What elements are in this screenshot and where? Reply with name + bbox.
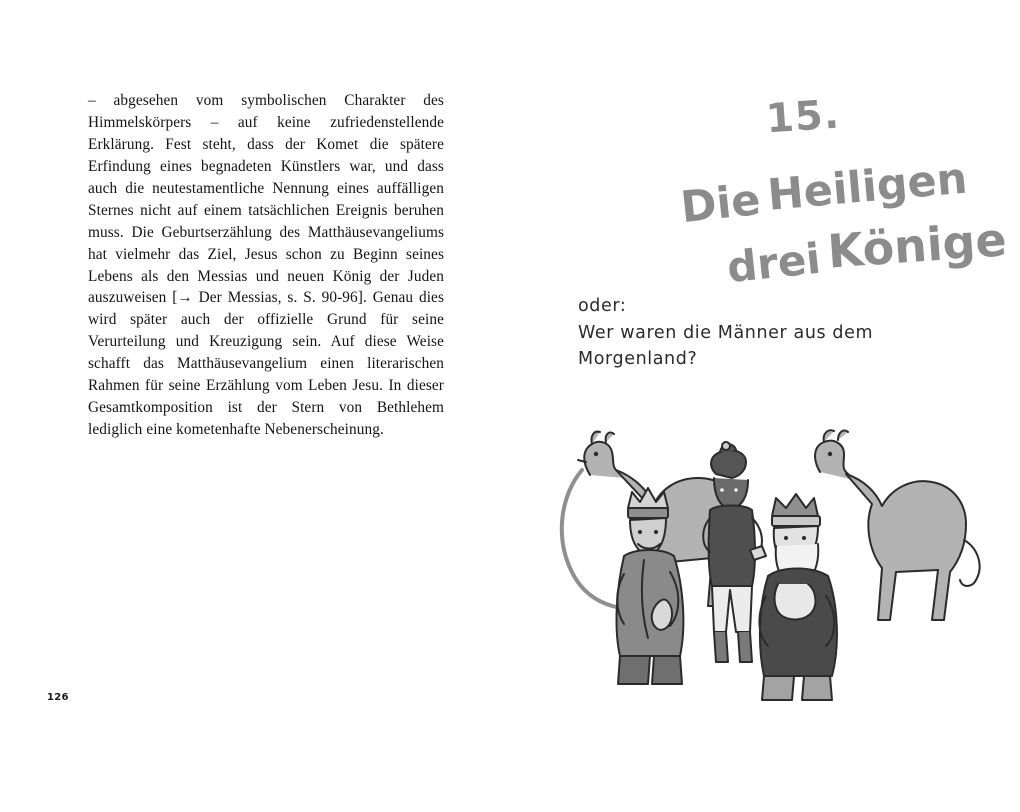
chapter-heading — [570, 88, 1009, 293]
chapter-title-word-heiligen: Heiligen — [765, 153, 970, 221]
chapter-number: 15. — [764, 91, 842, 143]
chapter-title-line-2 — [724, 212, 1009, 293]
page-number: 126 — [47, 692, 69, 703]
figure-servant — [703, 442, 766, 662]
chapter-title-word-koenige: Könige — [825, 212, 1009, 279]
right-page — [510, 0, 1020, 812]
subtitle-line-1: Wer waren die Männer aus dem — [578, 322, 874, 343]
subtitle-line-2: Morgenland? — [578, 349, 698, 370]
body-paragraph: – abgesehen vom symbolischen Charakter des Himmelskörpers – auf keine zufriedenstellende Erklärung. Fest steht, dass der Komet die spätere Erfindung eines begnadeten Künstlers war, und dass auch die neutestamentliche Nennung eines auffälligen Sternes nicht auf einem tatsächlichen Ereignis beruhen muss. Die Geburtserzählung des Matthäusevangeliums hat vielmehr das Ziel, Jesus schon zu Beginn seines Lebens als den Messias und neuen König der Juden auszuweisen [→ Der Messias, s. S. 90-96]. Genau dies wird später auch der offizielle Grund für seine Verurteilung und Kreuzigung sein. Auf diese Weise schafft das Matthäusevangelium einen literarischen Rahmen für seine Erzählung vom Leben Jesu. In dieser Gesamtkomposition ist der Stern von Bethlehem lediglich eine kometenhafte Nebenerscheinung. — [88, 92, 444, 439]
chapter-title-word-die: Die — [678, 175, 763, 234]
camel-right-shape — [815, 430, 980, 620]
subtitle-lead: oder: — [578, 296, 627, 316]
figure-king-right — [759, 494, 837, 700]
chapter-subtitle — [578, 293, 988, 373]
chapter-title-word-drei: drei — [724, 233, 823, 293]
three-kings-illustration — [520, 400, 1010, 720]
